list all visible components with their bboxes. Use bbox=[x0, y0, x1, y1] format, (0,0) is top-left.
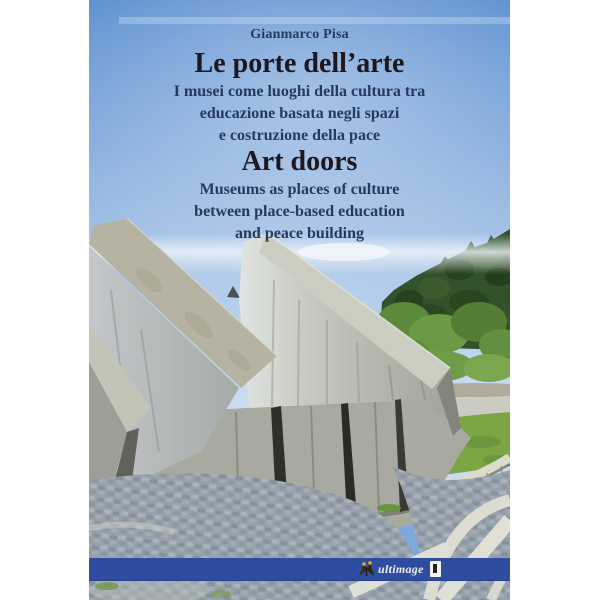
multimage-logo bbox=[356, 559, 441, 579]
italian-subtitle-line: I musei come luoghi della cultura tra bbox=[173, 83, 426, 100]
italian-subtitle-line: educazione basata negli spazi bbox=[199, 105, 400, 122]
butterfly-m-icon bbox=[356, 559, 376, 579]
english-subtitle-line: and peace building bbox=[235, 225, 364, 242]
publisher-logo-tag-icon bbox=[430, 561, 441, 577]
english-subtitle bbox=[89, 179, 510, 245]
author-name: Gianmarco Pisa bbox=[250, 27, 349, 42]
english-title: Art doors bbox=[241, 146, 358, 177]
italian-title: Le porte dell’arte bbox=[194, 48, 405, 79]
english-subtitle-line: between place-based education bbox=[194, 203, 405, 220]
publisher-band bbox=[89, 558, 510, 581]
publisher-logo-text: ultimage bbox=[378, 562, 424, 576]
italian-subtitle-line: e costruzione della pace bbox=[218, 127, 381, 144]
book-cover bbox=[89, 0, 510, 600]
english-subtitle-line: Museums as places of culture bbox=[199, 181, 400, 198]
italian-subtitle bbox=[89, 81, 510, 147]
